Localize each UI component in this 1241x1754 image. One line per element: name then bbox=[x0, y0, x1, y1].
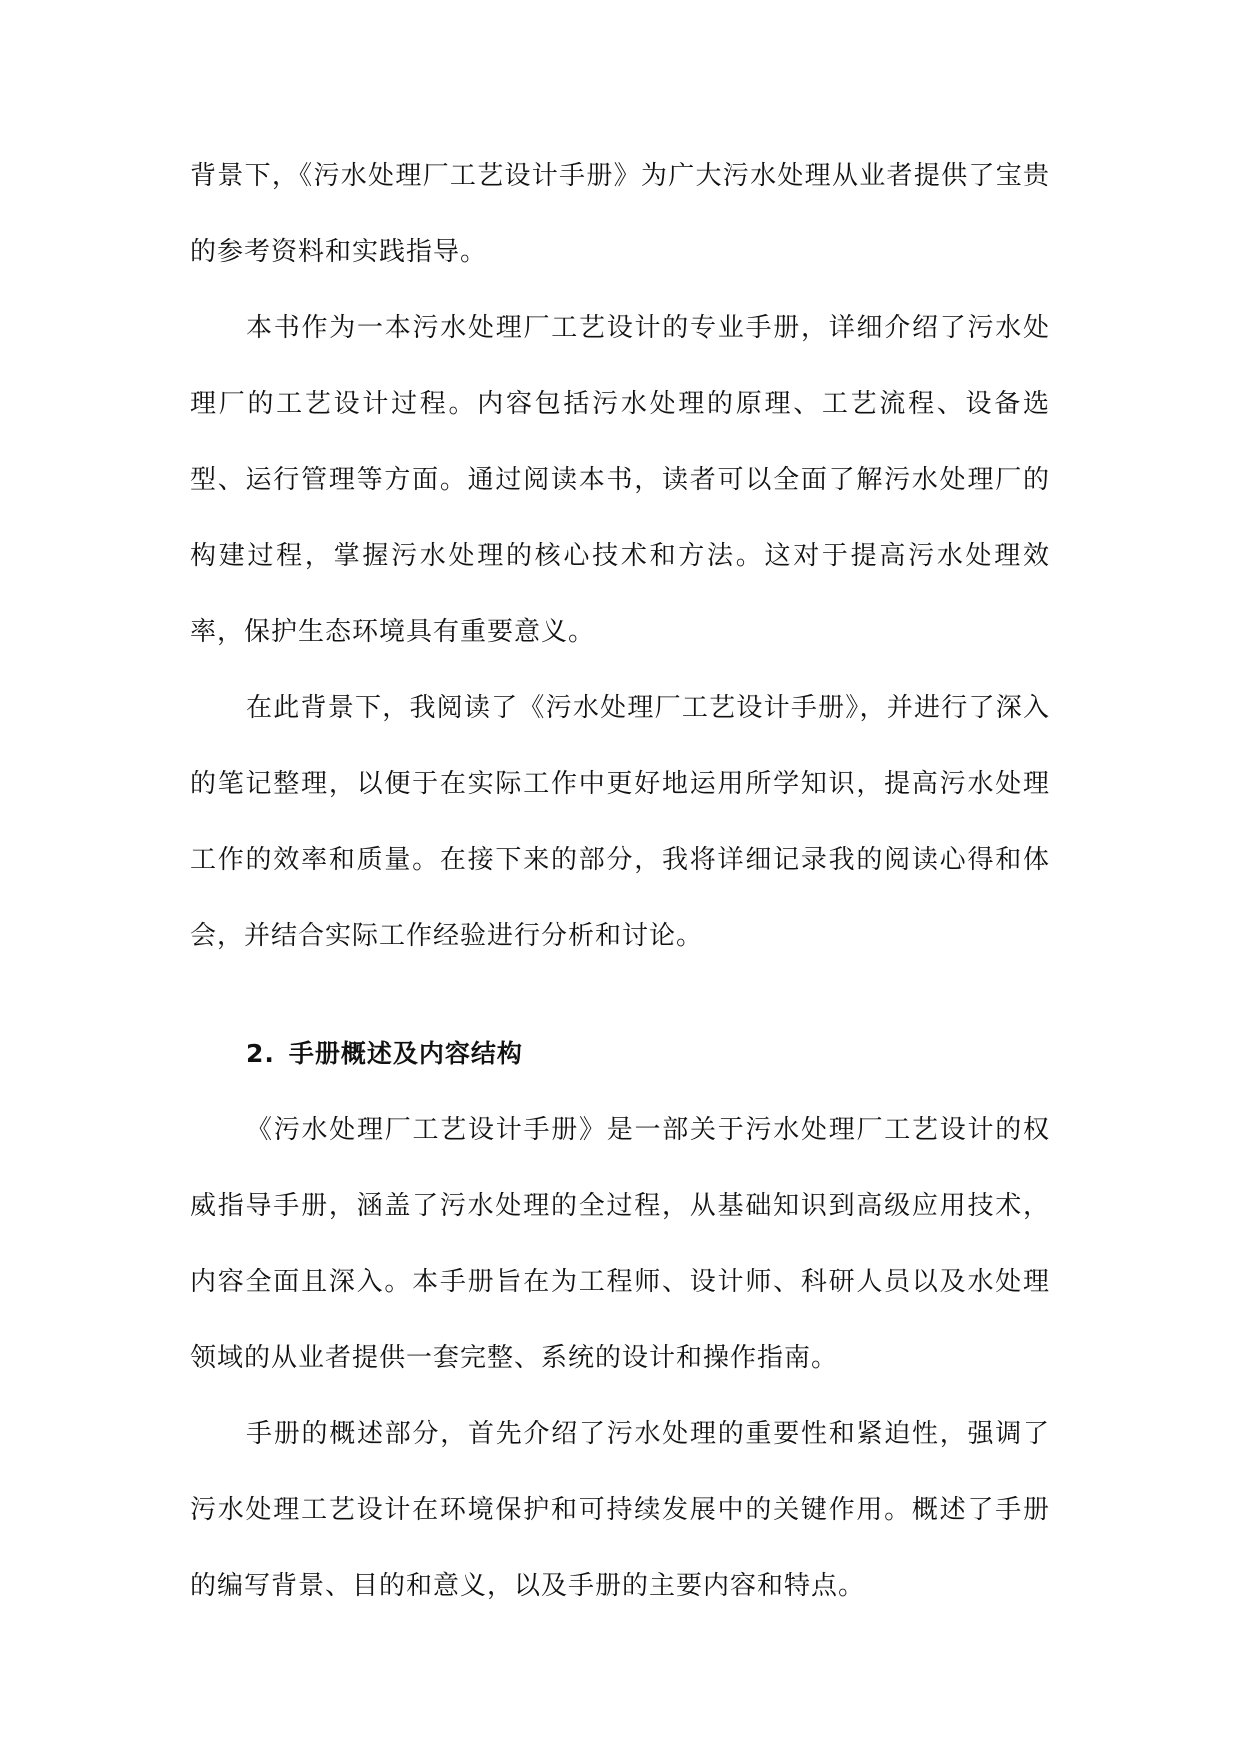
section-number: 2. bbox=[246, 1039, 275, 1068]
paragraph-overview-summary: 手册的概述部分，首先介绍了污水处理的重要性和紧迫性，强调了污水处理工艺设计在环境保护和可持续发展中的关键作用。概述了手册的编写背景、目的和意义，以及手册的主要内容和特点。 bbox=[190, 1419, 1050, 1601]
section-heading bbox=[190, 1016, 1050, 1092]
paragraph-continuation: 背景下，《污水处理厂工艺设计手册》为广大污水处理从业者提供了宝贵的参考资料和实践指导。 bbox=[190, 161, 1050, 267]
section-title: 手册概述及内容结构 bbox=[288, 1039, 523, 1068]
paragraph-reading-notes: 在此背景下，我阅读了《污水处理厂工艺设计手册》，并进行了深入的笔记整理，以便于在实际工作中更好地运用所学知识，提高污水处理工作的效率和质量。在接下来的部分，我将详细记录我的阅读心得和体会，并结合实际工作经验进行分析和讨论。 bbox=[190, 693, 1050, 951]
page-body bbox=[190, 138, 1050, 1624]
paragraph-book-intro: 本书作为一本污水处理厂工艺设计的专业手册，详细介绍了污水处理厂的工艺设计过程。内容包括污水处理的原理、工艺流程、设备选型、运行管理等方面。通过阅读本书，读者可以全面了解污水处理厂的构建过程，掌握污水处理的核心技术和方法。这对于提高污水处理效率，保护生态环境具有重要意义。 bbox=[190, 313, 1050, 647]
paragraph-manual-description: 《污水处理厂工艺设计手册》是一部关于污水处理厂工艺设计的权威指导手册，涵盖了污水处理的全过程，从基础知识到高级应用技术，内容全面且深入。本手册旨在为工程师、设计师、科研人员以及水处理领域的从业者提供一套完整、系统的设计和操作指南。 bbox=[190, 1115, 1050, 1373]
